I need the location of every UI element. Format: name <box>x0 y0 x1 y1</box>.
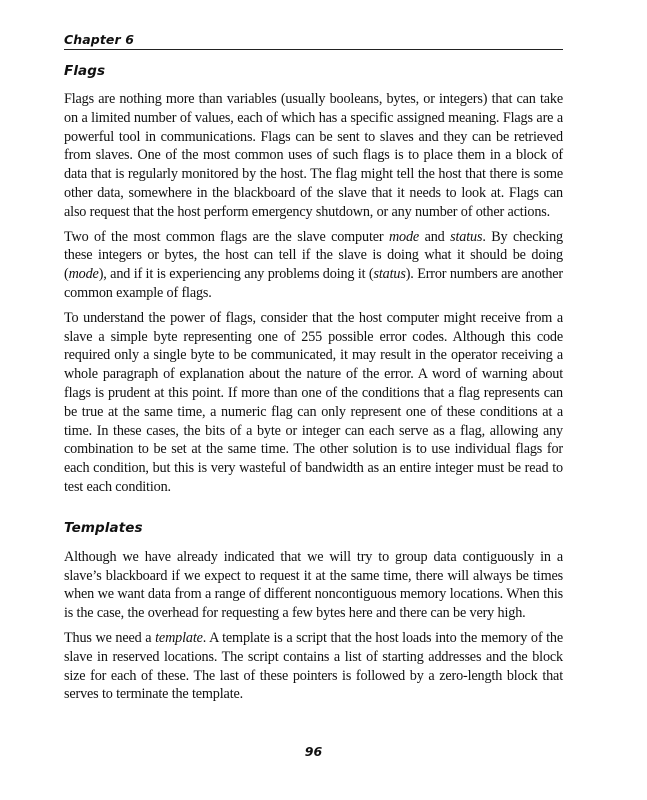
term-template: template <box>155 629 203 646</box>
term-status: status <box>373 266 406 283</box>
header-rule <box>64 49 563 50</box>
flags-paragraph-3: To understand the power of flags, consider that the host computer might receive from a slave a simple byte representing one of 255 possible error codes. Although this code required only a single byte to be communicated, it may result in the operator receiving a whole paragraph of explanation about the nature of the error. A word of warning about flags is prudent at this point. If more than one of the conditions that a flag represents can be true at the same time, a numeric flag can only represent one of these conditions at a time. In these cases, the bits of a byte or integer can each serve as a flag, allowing any combination to be set at the same time. The other solution is to use individual flags for each condition, but this is very wasteful of bandwidth as an entire integer must be read to test each condition. <box>64 309 563 495</box>
text-run: Thus we need a <box>64 629 156 646</box>
text-run: . A template is a script that the host loads into the memory of the slave in reserved locations. The script contains a list of starting addresses and the block size for each of these. The last of these pointers is followed by a zero-length block that serves to terminate the template. <box>64 629 563 703</box>
term-mode: mode <box>68 266 99 283</box>
text-run: Two of the most common flags are the slave computer <box>64 228 389 245</box>
section-heading-flags: Flags <box>64 63 106 79</box>
templates-paragraph-2 <box>64 629 563 704</box>
text-run: ). Error numbers are another common example of flags. <box>64 266 563 301</box>
term-mode: mode <box>388 228 420 245</box>
text-run: and <box>419 228 451 245</box>
book-page <box>64 0 563 800</box>
chapter-running-head: Chapter 6 <box>64 32 135 47</box>
term-status: status <box>450 228 483 245</box>
flags-paragraph-2 <box>64 228 563 303</box>
flags-paragraph-1: Flags are nothing more than variables (usually booleans, bytes, or integers) that can take on a limited number of values, each of which has a specific assigned meaning. Flags are a powerful tool in communications. Flags can be sent to slaves and they can be retrieved from slaves. One of the most common uses of such flags is to place them in a block of data that is regularly monitored by the host. The flag might tell the host that there is some other data, somewhere in the blackboard of the slave that it needs to look at. Flags can also request that the host perform emergency shutdown, or any number of other actions. <box>64 91 563 220</box>
page-body <box>64 60 563 710</box>
templates-paragraph-1: Although we have already indicated that we will try to group data contiguously in a slave’s blackboard if we expect to request it at the same time, there will always be times when we want data from a range of different noncontiguous memory locations. When this is the case, the overhead for requesting a few bytes here and there can be very high. <box>64 548 563 622</box>
section-heading-templates: Templates <box>64 519 143 536</box>
page-number: 96 <box>304 744 323 759</box>
text-run: . By checking these integers or bytes, the host can tell if the slave is doing what it should be doing ( <box>64 228 563 283</box>
text-run: ), and if it is experiencing any problems doing it ( <box>98 266 374 283</box>
